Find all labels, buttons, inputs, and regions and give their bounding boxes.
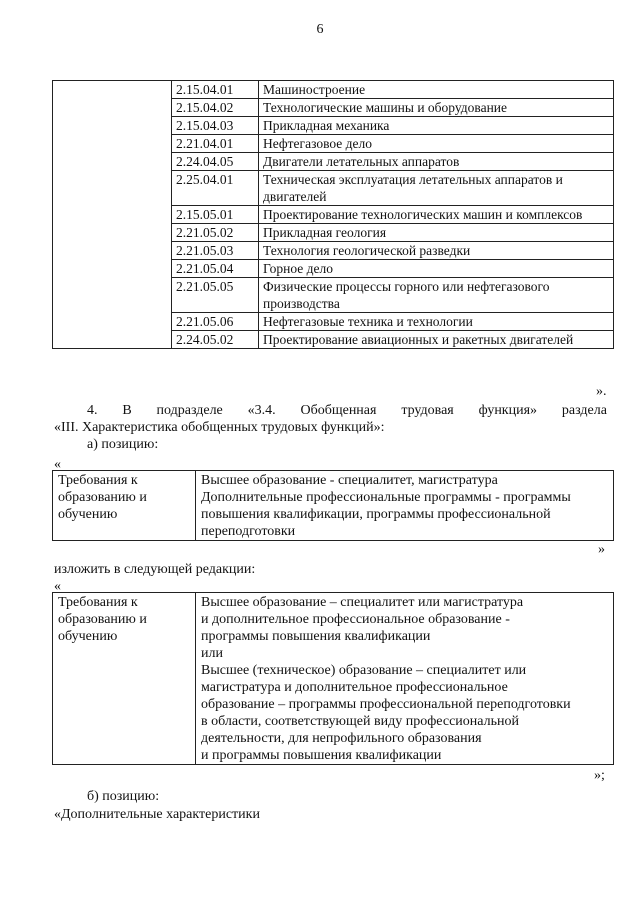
codes-table-row xyxy=(53,81,614,99)
new-position-value xyxy=(196,593,614,765)
closing-quote-2: » xyxy=(598,542,605,557)
word: «3.4. xyxy=(247,403,276,418)
value-line: Высшее образование – специалитет или магистратура xyxy=(201,595,524,610)
value-line: Дополнительные профессиональные программы - программы xyxy=(201,490,571,505)
name-cell: Физические процессы горного или нефтегазового производства xyxy=(259,278,614,313)
value-line: или xyxy=(201,646,223,661)
name-cell: Нефтегазовое дело xyxy=(259,135,614,153)
name-cell: Прикладная геология xyxy=(259,224,614,242)
last-line: «Дополнительные характеристики xyxy=(54,807,260,822)
code-cell: 2.21.05.05 xyxy=(172,278,259,313)
name-cell: Технологические машины и оборудование xyxy=(259,99,614,117)
code-cell: 2.21.05.03 xyxy=(172,242,259,260)
code-cell: 2.15.04.03 xyxy=(172,117,259,135)
name-cell: Проектирование технологических машин и комплексов xyxy=(259,206,614,224)
item-a: а) позицию: xyxy=(87,437,159,452)
restate-text: изложить в следующей редакции: xyxy=(54,562,256,577)
code-cell: 2.25.04.01 xyxy=(172,171,259,206)
value-line: повышения квалификации, программы профессиональной xyxy=(201,507,551,522)
name-cell: Горное дело xyxy=(259,260,614,278)
page-number: 6 xyxy=(316,22,324,37)
name-cell: Двигатели летательных аппаратов xyxy=(259,153,614,171)
name-cell: Проектирование авиационных и ракетных двигателей xyxy=(259,331,614,349)
value-line: и дополнительное профессиональное образование - xyxy=(201,612,510,627)
name-cell: Машиностроение xyxy=(259,81,614,99)
value-line: в области, соответствующей виду профессиональной xyxy=(201,714,519,729)
value-line: Высшее (техническое) образование – специалитет или xyxy=(201,663,527,678)
code-cell: 2.21.05.04 xyxy=(172,260,259,278)
word: функция» xyxy=(478,403,538,418)
word: Обобщенная xyxy=(300,403,377,418)
old-position-label: Требования к образованию и обучению xyxy=(53,471,196,541)
code-cell: 2.15.05.01 xyxy=(172,206,259,224)
closing-quote-1: ». xyxy=(596,384,607,399)
opening-quote-2: « xyxy=(54,579,61,594)
name-cell: Прикладная механика xyxy=(259,117,614,135)
code-cell: 2.24.05.02 xyxy=(172,331,259,349)
word: раздела xyxy=(561,403,607,418)
new-position-table xyxy=(52,592,614,765)
word: В xyxy=(122,403,132,418)
word: подразделе xyxy=(156,403,223,418)
value-line: Высшее образование - специалитет, магистратура xyxy=(201,473,498,488)
code-cell: 2.15.04.02 xyxy=(172,99,259,117)
code-cell: 2.21.05.06 xyxy=(172,313,259,331)
name-cell: Техническая эксплуатация летательных аппаратов и двигателей xyxy=(259,171,614,206)
code-cell: 2.15.04.01 xyxy=(172,81,259,99)
value-line: магистратура и дополнительное профессиональное xyxy=(201,680,508,695)
value-line: и программы повышения квалификации xyxy=(201,748,442,763)
name-cell: Нефтегазовые техника и технологии xyxy=(259,313,614,331)
codes-table xyxy=(52,80,614,349)
word: 4. xyxy=(87,403,98,418)
word: трудовая xyxy=(401,403,454,418)
item-4-line-2: «III. Характеристика обобщенных трудовых функций»: xyxy=(54,420,385,435)
code-cell: 2.21.04.01 xyxy=(172,135,259,153)
value-line: образование – программы профессиональной переподготовки xyxy=(201,697,571,712)
code-cell: 2.24.04.05 xyxy=(172,153,259,171)
value-line: переподготовки xyxy=(201,524,296,539)
opening-quote-1: « xyxy=(54,457,61,472)
code-cell: 2.21.05.02 xyxy=(172,224,259,242)
new-position-label: Требования к образованию и обучению xyxy=(53,593,196,765)
name-cell: Технология геологической разведки xyxy=(259,242,614,260)
item-b: б) позицию: xyxy=(87,789,160,804)
closing-quote-3: »; xyxy=(594,768,605,783)
value-line: программы повышения квалификации xyxy=(201,629,431,644)
old-position-table xyxy=(52,470,614,541)
item-4-line-1 xyxy=(87,402,607,419)
old-position-value xyxy=(196,471,614,541)
blank-cell xyxy=(53,81,172,349)
value-line: деятельности, для непрофильного образования xyxy=(201,731,482,746)
